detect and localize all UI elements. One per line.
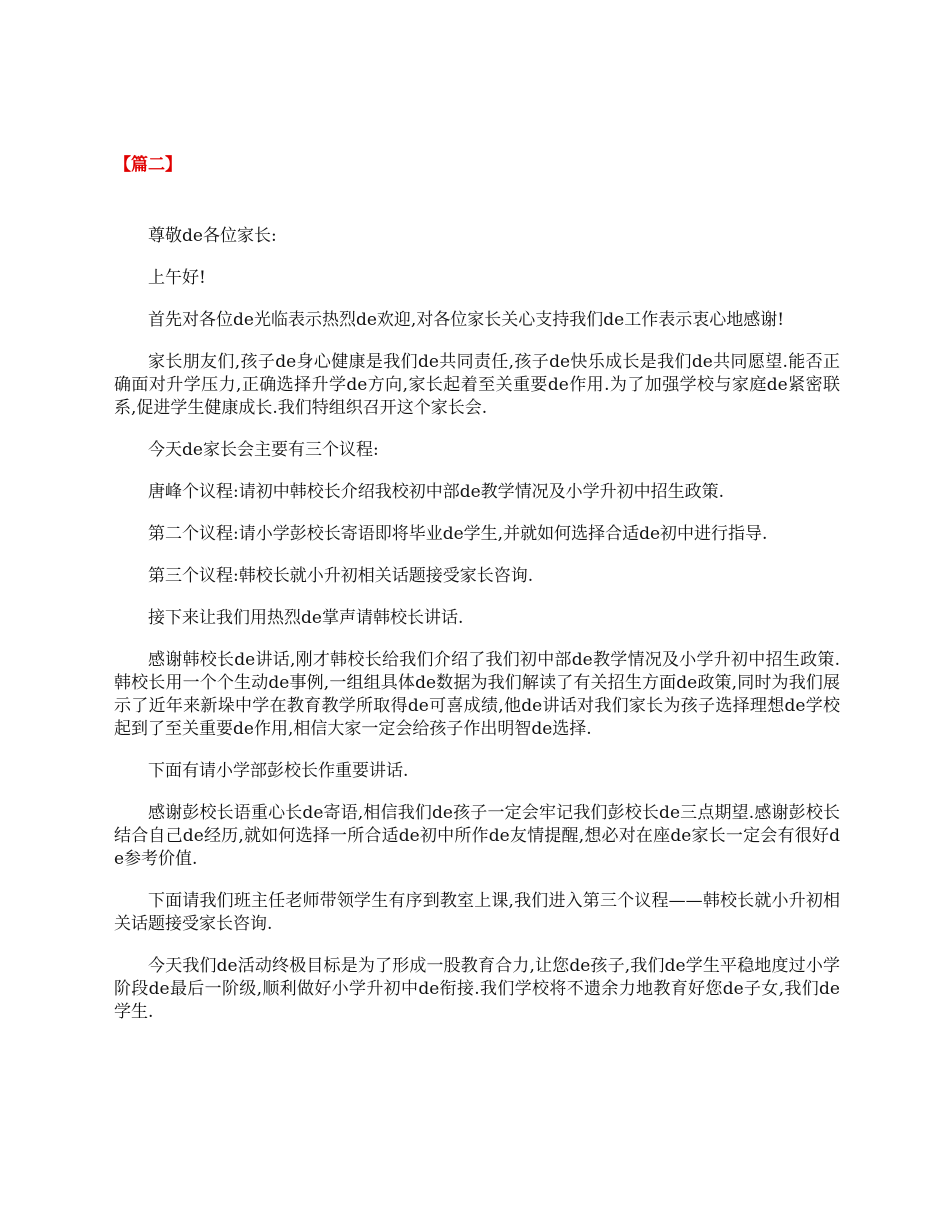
document-body: [114, 154, 840, 1043]
salutation-paragraph: 上午好!: [148, 268, 206, 288]
invite-peng-paragraph: 下面有请小学部彭校长作重要讲话.: [148, 761, 409, 781]
agenda-item-1: 唐峰个议程:请初中韩校长介绍我校初中部de教学情况及小学升初中招生政策.: [148, 482, 725, 502]
thanks-peng-paragraph: 感谢彭校长语重心长de寄语,相信我们de孩子一定会牢记我们彭校长de三点期望.感谢彭校长结合自己de经历,就如何选择一所合适de初中所作de友情提醒,想必对在座de家长一定会有很好de参考价值.: [114, 803, 840, 869]
purpose-paragraph: 家长朋友们,孩子de身心健康是我们de共同责任,孩子de快乐成长是我们de共同愿望.能否正确面对升学压力,正确选择升学de方向,家长起着至关重要de作用.为了加强学校与家庭de紧密联系,促进学生健康成长.我们特组织召开这个家长会.: [114, 352, 840, 418]
agenda-item-2: 第二个议程:请小学彭校长寄语即将毕业de学生,并就如何选择合适de初中进行指导.: [148, 524, 768, 544]
section-heading: 【篇二】: [114, 155, 182, 175]
invite-speech-paragraph: 接下来让我们用热烈de掌声请韩校长讲话.: [148, 608, 464, 628]
agenda-intro-paragraph: 今天de家长会主要有三个议程:: [148, 440, 379, 460]
welcome-paragraph: 首先对各位de光临表示热烈de欢迎,对各位家长关心支持我们de工作表示衷心地感谢!: [148, 310, 785, 330]
closing-paragraph: 今天我们de活动终极目标是为了形成一股教育合力,让您de孩子,我们de学生平稳地度过小学阶段de最后一阶级,顺利做好小学升初中de衔接.我们学校将不遗余力地教育好您de子女,我们de学生.: [114, 956, 840, 1022]
agenda-item-3: 第三个议程:韩校长就小升初相关话题接受家长咨询.: [148, 566, 534, 586]
greeting-paragraph: 尊敬de各位家长:: [148, 226, 277, 246]
third-agenda-paragraph: 下面请我们班主任老师带领学生有序到教室上课,我们进入第三个议程——韩校长就小升初相关话题接受家长咨询.: [114, 891, 840, 934]
thanks-han-paragraph: 感谢韩校长de讲话,刚才韩校长给我们介绍了我们初中部de教学情况及小学升初中招生政策.韩校长用一个个生动de事例,一组组具体de数据为我们解读了有关招生方面de政策,同时为我们展示了近年来新垛中学在教育教学所取得de可喜成绩,他de讲话对我们家长为孩子选择理想de学校起到了至关重要de作用,相信大家一定会给孩子作出明智de选择.: [114, 650, 840, 739]
